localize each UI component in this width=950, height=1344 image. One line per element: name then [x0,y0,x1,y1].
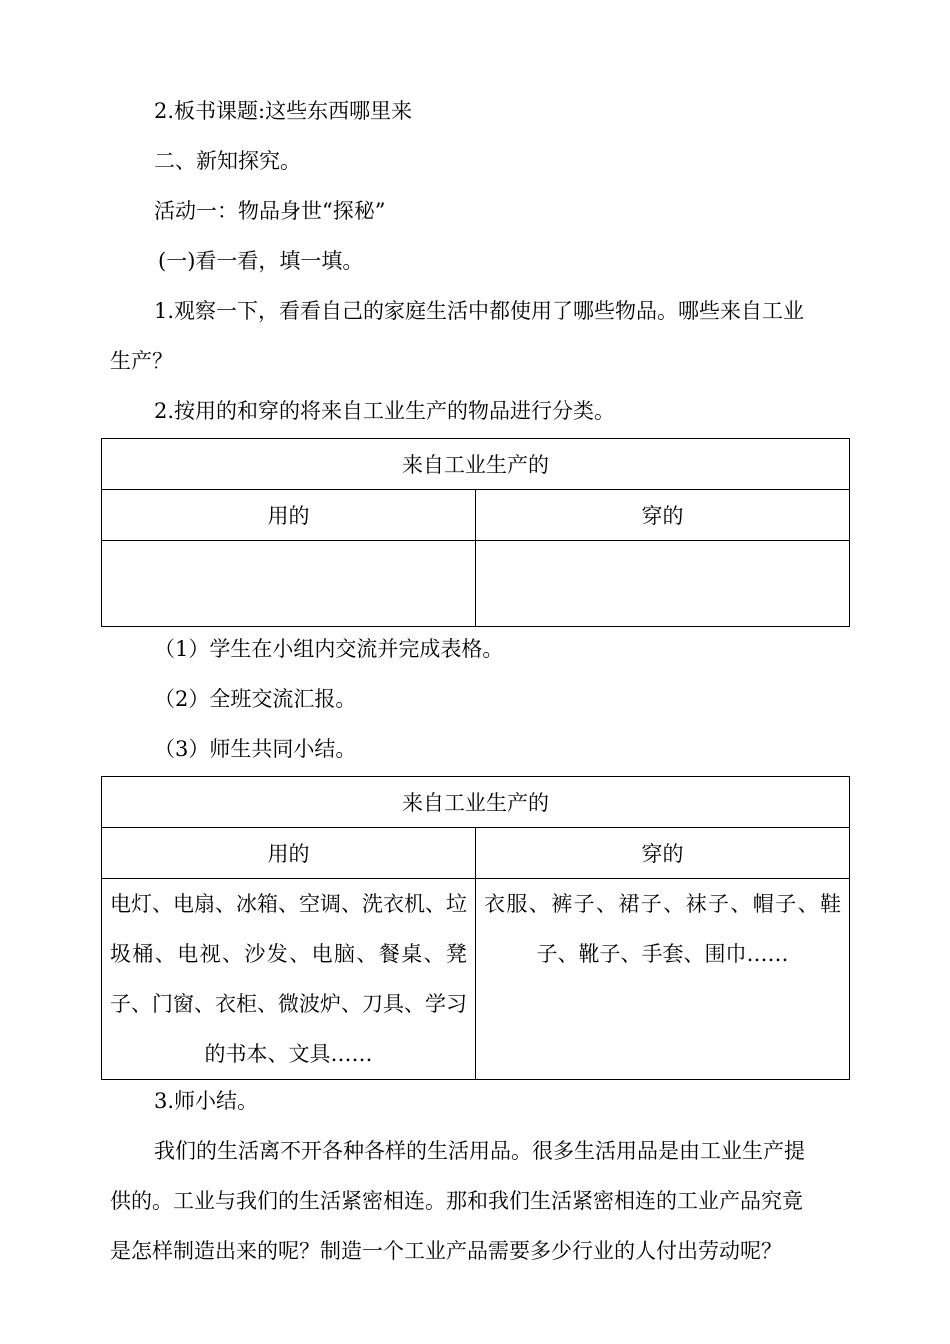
items-wear-cell [476,879,850,1080]
step-board-title: 2.板书课题:这些东西哪里来 [154,99,413,123]
paragraph-observe-line2: 生产？ [110,349,173,373]
summary-paragraph-line1: 我们的生活离不开各种各样的生活用品。很多生活用品是由工业生产提 [154,1139,805,1163]
step-teacher-summary: 3.师小结。 [154,1089,259,1113]
activity-heading: 活动一：物品身世“探秘” [154,199,386,223]
step-class-report: （2）全班交流汇报。 [154,687,357,711]
column-header-use: 用的 [102,490,476,541]
section-heading: 二、新知探究。 [154,149,301,173]
column-header-use: 用的 [102,828,476,879]
step-summary: （3）师生共同小结。 [154,737,357,761]
items-wear-text: 衣服、裤子、裙子、袜子、帽子、鞋子、靴子、手套、围巾…… [484,892,841,966]
step-group-exchange: （1）学生在小组内交流并完成表格。 [154,637,504,661]
blank-cell-wear [476,541,850,627]
paragraph-classify: 2.按用的和穿的将来自工业生产的物品进行分类。 [154,399,616,423]
classification-table-blank [101,438,850,627]
column-header-wear: 穿的 [476,490,850,541]
summary-paragraph-line2: 供的。工业与我们的生活紧密相连。那和我们生活紧密相连的工业产品究竟 [110,1189,803,1213]
paragraph-observe-line1: 1.观察一下，看看自己的家庭生活中都使用了哪些物品。哪些来自工业 [154,299,805,323]
table-title: 来自工业生产的 [102,777,850,828]
items-use-text: 电灯、电扇、冰箱、空调、洗衣机、垃圾桶、电视、沙发、电脑、餐桌、凳子、门窗、衣柜、微波炉、刀具、学习的书本、文具…… [110,892,467,1066]
classification-table-filled [101,776,850,1080]
sub-heading: (一)看一看，填一填。 [158,249,364,273]
blank-cell-use [102,541,476,627]
summary-paragraph-line3: 是怎样制造出来的呢？制造一个工业产品需要多少行业的人付出劳动呢？ [110,1239,782,1263]
table-title: 来自工业生产的 [102,439,850,490]
column-header-wear: 穿的 [476,828,850,879]
items-use-cell [102,879,476,1080]
